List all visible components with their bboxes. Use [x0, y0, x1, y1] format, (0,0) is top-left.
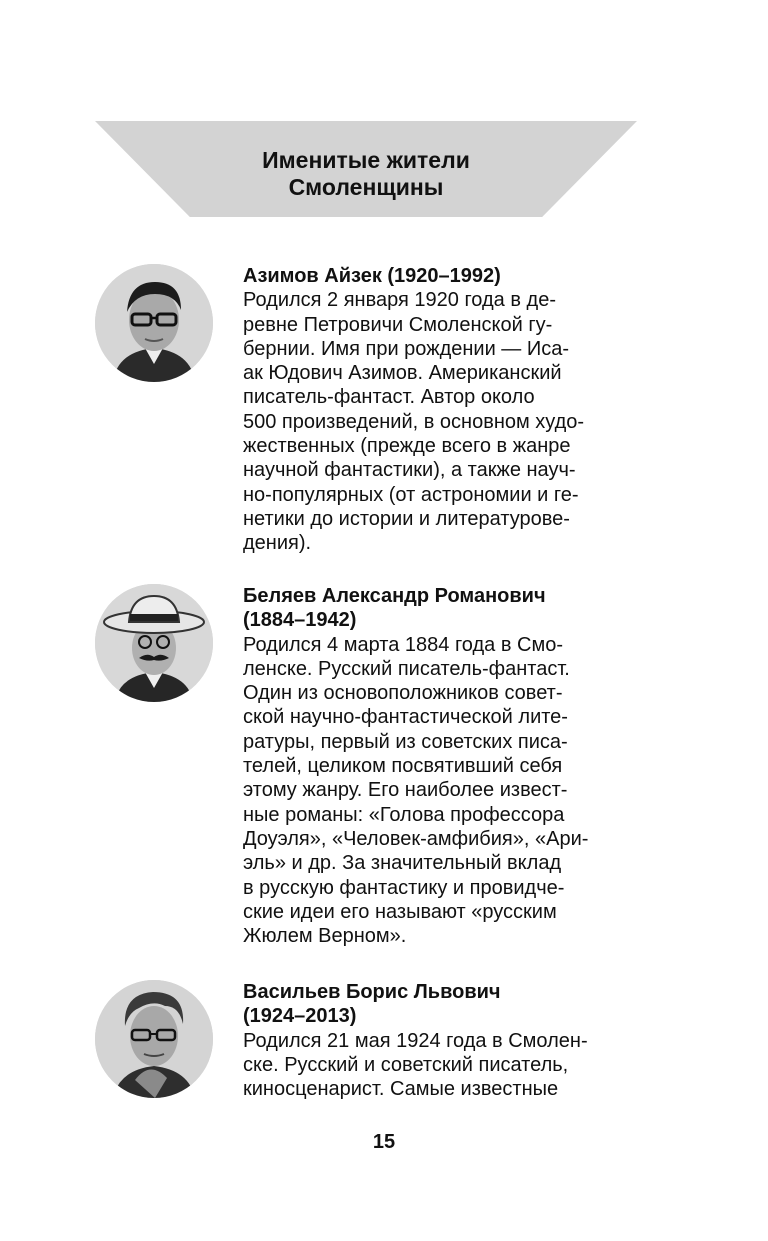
portrait-asimov-image	[95, 264, 213, 382]
portrait-vasiliev-image	[95, 980, 213, 1098]
bio-line: научной фантастики), а также науч-	[243, 459, 576, 482]
person-name: Васильев Борис Львович	[243, 981, 501, 1003]
bio-line: Доуэля», «Человек-амфибия», «Ари-	[243, 827, 589, 850]
bio-line: ные романы: «Голова профессора	[243, 803, 565, 826]
portrait-photo	[95, 264, 213, 382]
bio-line: ак Юдович Азимов. Американский	[243, 362, 562, 385]
bio-line: 500 произведений, в основном худо-	[243, 410, 585, 433]
bio-line: бернии. Имя при рождении — Иса-	[243, 337, 570, 360]
bio-line: эль» и др. За значительный вклад	[243, 852, 562, 875]
page-number: 15	[372, 1131, 396, 1153]
entry-text	[243, 264, 643, 556]
bio-line: Жюлем Верном».	[243, 925, 407, 948]
entry-text	[243, 584, 643, 948]
bio-line: нетики до истории и литературове-	[243, 507, 570, 530]
portrait-photo	[95, 980, 213, 1098]
person-years: (1884–1942)	[243, 609, 357, 632]
bio-line: дения).	[243, 532, 312, 555]
bio-line: но-популярных (от астрономии и ге-	[243, 483, 579, 506]
portrait-belyaev-image	[95, 584, 213, 702]
bio-line: телей, целиком посвятивший себя	[243, 755, 563, 778]
bio-line: киносценарист. Самые известные	[243, 1078, 559, 1101]
bio-line: в русскую фантастику и провидче-	[243, 876, 565, 899]
bio-line: Один из основоположников совет-	[243, 682, 563, 705]
bio-line: Родился 2 января 1920 года в де-	[243, 289, 556, 312]
bio-line: ской научно-фантастической лите-	[243, 706, 568, 729]
bio-line: этому жанру. Его наиболее извест-	[243, 779, 568, 802]
bio-line: Родился 4 марта 1884 года в Смо-	[243, 633, 563, 656]
bio-line: ленске. Русский писатель-фантаст.	[243, 657, 570, 680]
person-name: Беляев Александр Романович	[243, 585, 546, 607]
portrait-photo	[95, 584, 213, 702]
section-title-line: Смоленщины	[288, 174, 444, 200]
bio-line: Родился 21 мая 1924 года в Смолен-	[243, 1029, 588, 1052]
section-title-line: Именитые жители	[262, 147, 470, 173]
section-title	[95, 147, 637, 201]
bio-line: жественных (прежде всего в жанре	[243, 435, 571, 458]
entry-text	[243, 980, 643, 1101]
bio-line: ские идеи его называют «русским	[243, 900, 557, 923]
person-name: Азимов Айзек (1920–1992)	[243, 265, 501, 287]
bio-line: писатель-фантаст. Автор около	[243, 386, 535, 409]
bio-line: ревне Петровичи Смоленской гу-	[243, 313, 553, 336]
person-years: (1924–2013)	[243, 1005, 357, 1028]
bio-line: ратуры, первый из советских писа-	[243, 730, 568, 753]
bio-line: ске. Русский и советский писатель,	[243, 1053, 569, 1076]
